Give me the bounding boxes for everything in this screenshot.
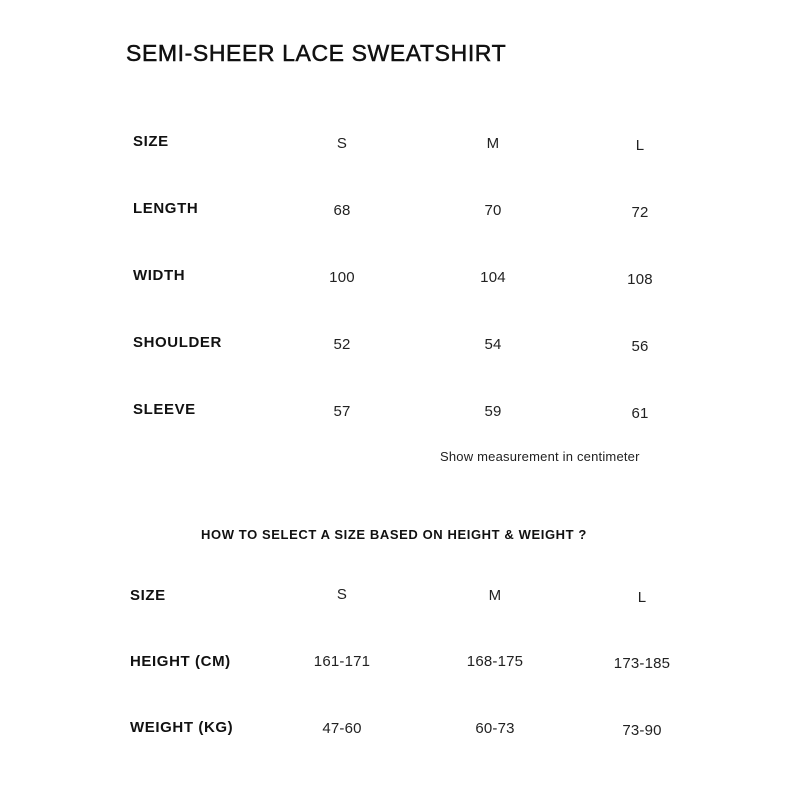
cell-sleeve-l: 61 [631,405,649,422]
guide-cell-size-l: L [637,589,647,606]
guide-cell-weight-m: 60-73 [475,720,515,737]
cell-length-s: 68 [333,202,351,219]
cell-size-l: L [635,137,645,154]
guide-cell-size-s: S [336,586,348,603]
row-label-size: SIZE [133,133,169,150]
size-guide-heading: HOW TO SELECT A SIZE BASED ON HEIGHT & WEIGHT ? [201,527,587,542]
cell-sleeve-m: 59 [484,403,502,420]
cell-length-m: 70 [484,202,502,219]
cell-shoulder-m: 54 [484,336,502,353]
guide-cell-weight-s: 47-60 [322,720,362,737]
page-title: SEMI-SHEER LACE SWEATSHIRT [126,40,507,66]
cell-length-l: 72 [631,204,649,221]
row-label-shoulder: SHOULDER [133,334,222,351]
cell-width-s: 100 [329,269,355,286]
guide-cell-weight-l: 73-90 [622,722,662,739]
cell-shoulder-s: 52 [333,336,351,353]
measurement-unit-note: Show measurement in centimeter [440,449,640,464]
guide-cell-height-m: 168-175 [466,653,524,670]
row-label-width: WIDTH [133,267,186,284]
guide-cell-height-l: 173-185 [613,655,671,672]
cell-sleeve-s: 57 [333,403,351,420]
guide-cell-height-s: 161-171 [313,653,371,670]
cell-size-m: M [486,135,500,152]
guide-row-label-height: HEIGHT (CM) [130,653,231,670]
cell-width-l: 108 [627,271,653,288]
row-label-sleeve: SLEEVE [133,401,196,418]
cell-size-s: S [336,135,348,152]
cell-shoulder-l: 56 [631,338,649,355]
cell-width-m: 104 [480,269,506,286]
row-label-length: LENGTH [133,200,199,217]
guide-row-label-weight: WEIGHT (KG) [130,719,234,736]
guide-row-label-size: SIZE [130,587,166,604]
guide-cell-size-m: M [488,587,502,604]
